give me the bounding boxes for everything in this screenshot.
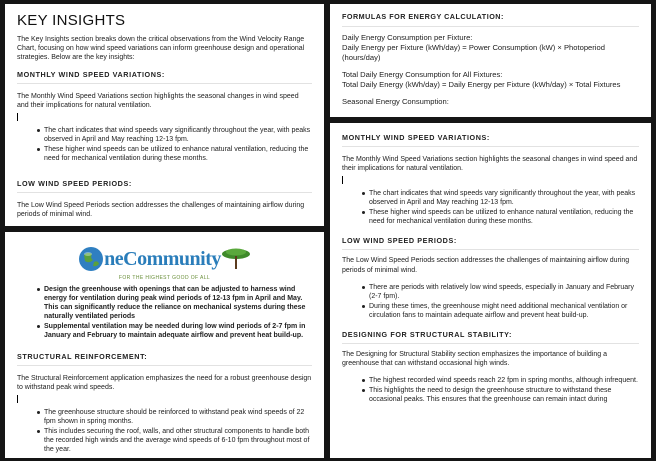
text-cursor	[17, 395, 18, 403]
low-wind-heading: LOW WIND SPEED PERIODS:	[17, 179, 312, 193]
list-item: Supplemental ventilation may be needed during low wind periods of 2-7 fpm in January and February to maintain adequate airflow and prevent heat build-up.	[37, 322, 312, 340]
list-item: These higher wind speeds can be utilized to enhance natural ventilation, reducing the need for mechanical ventilation during these months.	[362, 208, 639, 226]
formula-line: Total Daily Energy Consumption for All Fixtures:	[342, 70, 503, 79]
list-item: This includes securing the roof, walls, and other structural components to handle both the recorded high winds and the average wind speeds of 6-10 fpm throughout most of the year.	[37, 427, 312, 454]
list-item: The chart indicates that wind speeds vary significantly throughout the year, with peaks observed in April and May reaching 12-13 fpm.	[37, 126, 312, 144]
low-wind-bullet-list	[342, 283, 639, 320]
monthly-heading: MONTHLY WIND SPEED VARIATIONS:	[342, 133, 639, 147]
designing-heading: DESIGNING FOR STRUCTURAL STABILITY:	[342, 330, 639, 344]
monthly-bullet-list	[17, 126, 312, 163]
monthly-bullet-list	[342, 189, 639, 226]
list-item: This highlights the need to design the greenhouse structure to withstand these occasional peaks. This ensures that the greenhouse can remain intact during	[362, 386, 639, 404]
list-item: The greenhouse structure should be reinforced to withstand peak wind speeds of 22 fpm shown in spring months.	[37, 408, 312, 426]
logo-tagline: FOR THE HIGHEST GOOD OF ALL	[118, 275, 211, 281]
monthly-heading: MONTHLY WIND SPEED VARIATIONS:	[17, 70, 312, 84]
designing-bullet-list	[342, 376, 639, 404]
onecommunity-logo	[17, 246, 312, 281]
formulas-panel	[330, 4, 651, 117]
monthly-text: The Monthly Wind Speed Variations section highlights the seasonal changes in wind speed and their implications for natural ventilation.	[17, 92, 299, 109]
low-wind-heading: LOW WIND SPEED PERIODS:	[342, 236, 639, 250]
formula-line: Daily Energy per Fixture (kWh/day) = Power Consumption (kW) × Photoperiod (hours/day)	[342, 43, 605, 62]
low-wind-text: The Low Wind Speed Periods section addresses the challenges of maintaining airflow during periods of minimal wind.	[17, 202, 305, 219]
logo-wordmark: neCommunity	[104, 247, 221, 270]
text-cursor	[17, 113, 18, 121]
logo-panel	[5, 232, 324, 458]
text-cursor	[342, 176, 343, 184]
page-title: KEY INSIGHTS	[17, 12, 126, 29]
structural-heading: STRUCTURAL REINFORCEMENT:	[17, 352, 312, 366]
formula-line: Daily Energy Consumption per Fixture:	[342, 33, 473, 42]
low-wind-text: The Low Wind Speed Periods section addresses the challenges of maintaining airflow during periods of minimal wind.	[342, 257, 630, 274]
list-item: During these times, the greenhouse might need additional mechanical ventilation or circulation fans to maintain adequate airflow and prevent heat build-up.	[362, 302, 639, 320]
designing-text: The Designing for Structural Stability section emphasizes the importance of building a greenhouse that can withstand occasional high winds.	[342, 350, 607, 368]
structural-bullet-list	[17, 408, 312, 454]
formulas-title: FORMULAS FOR ENERGY CALCULATION:	[342, 12, 639, 27]
list-item: The chart indicates that wind speeds vary significantly throughout the year, with peaks observed in April and May reaching 12-13 fpm.	[362, 189, 639, 207]
wind-analysis-panel	[330, 123, 651, 458]
tree-icon	[221, 246, 251, 272]
formula-line: Seasonal Energy Consumption:	[342, 97, 449, 106]
monthly-text: The Monthly Wind Speed Variations section highlights the seasonal changes in wind speed and their implications for natural ventilation.	[342, 156, 638, 173]
list-item: Design the greenhouse with openings that can be adjusted to harness wind energy for ventilation during peak wind periods of 12-13 fpm in April and May. This can significantly reduce the reliance on mechanical systems during these naturally ventilated periods	[37, 285, 312, 321]
list-item: There are periods with relatively low wind speeds, especially in January and February (2-7 fpm).	[362, 283, 639, 301]
intro-text: The Key Insights section breaks down the critical observations from the Wind Velocity Range Chart, focusing on how wind speed variations can inform greenhouse design and operational strategies. Below are the key insights:	[17, 36, 305, 62]
key-insights-panel	[5, 4, 324, 226]
list-item: The highest recorded wind speeds reach 22 fpm in spring months, although infrequent.	[362, 376, 639, 385]
ventilation-bullet-list	[17, 285, 312, 340]
formula-line: Total Daily Energy (kWh/day) = Daily Energy per Fixture (kWh/day) × Total Fixtures	[342, 80, 621, 89]
structural-text: The Structural Reinforcement application emphasizes the need for a robust greenhouse design to withstand peak wind speeds.	[17, 375, 312, 392]
list-item: These higher wind speeds can be utilized to enhance natural ventilation, reducing the need for mechanical ventilation during these months.	[37, 145, 312, 163]
globe-icon	[78, 246, 104, 272]
